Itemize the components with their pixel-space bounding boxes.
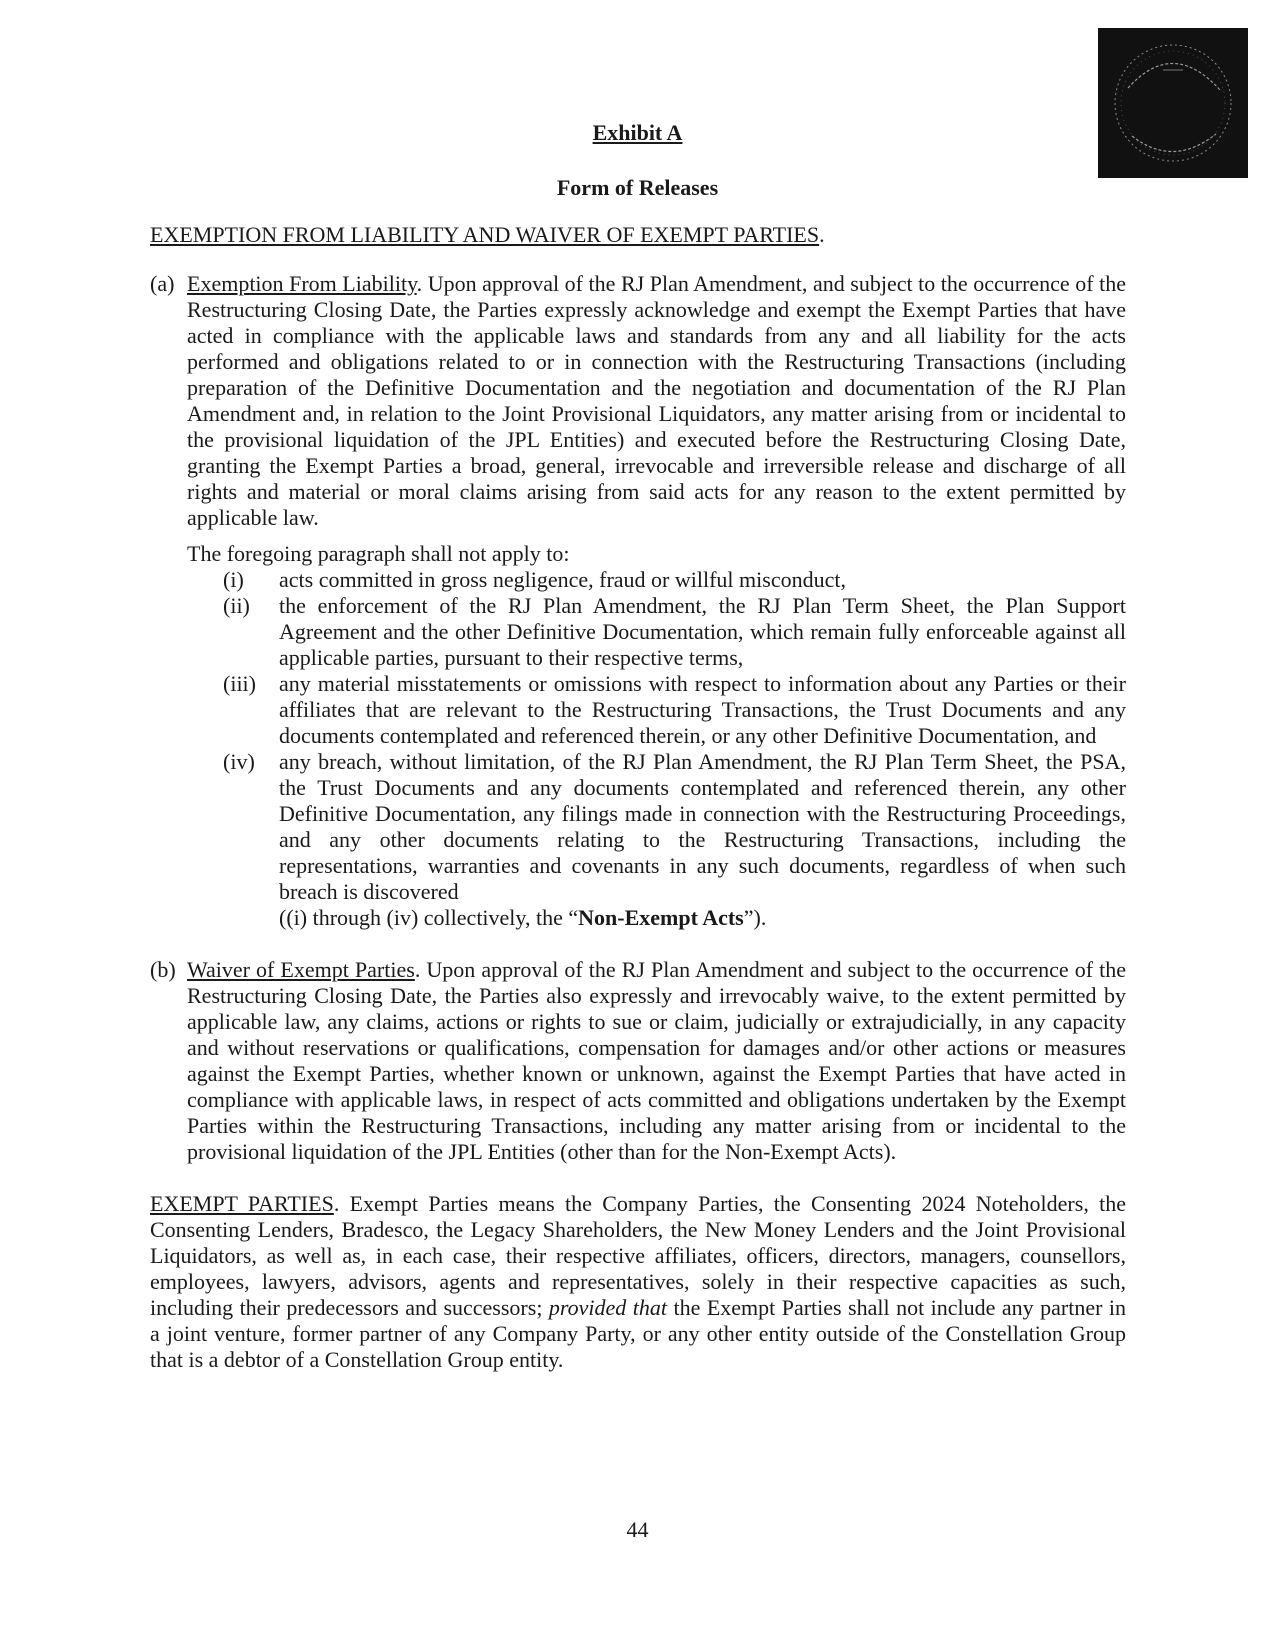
clause-a-heading: Exemption From Liability	[187, 271, 417, 296]
exclusion-item	[223, 749, 1126, 905]
seal-graphic	[1098, 28, 1248, 178]
defined-term-non-exempt-acts: Non-Exempt Acts	[578, 905, 744, 930]
page-number: 44	[626, 1517, 649, 1542]
clause-b-text: . Upon approval of the RJ Plan Amendment and subject to the occurrence of the Restructuring Closing Date, the Parties also expressly and irrevocably waive, to the extent permitted by applicable law, any claims, actions or rights to sue or claim, judicially or extrajudicially, in any capacity and without reservations or qualifications, compensation for damages and/or other actions or measures against the Exempt Parties, whether known or unknown, against the Exempt Parties that have acted in compliance with applicable laws, in respect of acts committed and obligations undertaken by the Exempt Parties within the Restructuring Transactions, including any matter arising from or incidental to the provisional liquidation of the JPL Entities (other than for the Non-Exempt Acts).	[187, 957, 1126, 1164]
exclusion-text: any breach, without limitation, of the RJ Plan Amendment, the RJ Plan Term Sheet, the PSA, the Trust Documents and any documents contemplated and referenced therein, any other Definitive Documentation, any filings made in connection with the Restructuring Proceedings, and any other documents relating to the Restructuring Transactions, including the representations, warranties and covenants in any such documents, regardless of when such breach is discovered	[279, 749, 1126, 904]
exclusion-numeral: (i)	[223, 567, 244, 592]
exclusion-item	[223, 593, 1126, 671]
exclusion-numeral: (iii)	[223, 671, 256, 696]
definition-proviso: provided that	[548, 1295, 667, 1320]
clause-b-paragraph	[187, 957, 1126, 1165]
exclusions-intro: The foregoing paragraph shall not apply to:	[187, 541, 570, 566]
clause-a-marker: (a)	[150, 271, 175, 296]
clause-a-paragraph	[187, 271, 1126, 531]
exclusion-item	[223, 671, 1126, 749]
definition-text-1: . Exempt Parties means the Company Parties, the Consenting 2024 Noteholders, the Consenting Lenders, Bradesco, the Legacy Shareholders, the New Money Lenders and the Joint Provisional Liquidators, as well as, in each case, their respective affiliates, officers, directors, managers, counsellors, employees, lawyers, advisors, agents and representatives, solely in their respective capacities as such, including their predecessors and successors;	[150, 1191, 1126, 1320]
exclusion-text: acts committed in gross negligence, fraud or willful misconduct,	[279, 567, 846, 592]
clause-b	[150, 957, 1126, 1165]
exclusion-text: any material misstatements or omissions with respect to information about any Parties or their affiliates that are relevant to the Restructuring Transactions, the Trust Documents and any documents contemplated and referenced therein, or any other Definitive Documentation, and	[279, 671, 1126, 748]
clause-b-heading: Waiver of Exempt Parties	[187, 957, 415, 982]
section-heading-period: .	[819, 222, 825, 247]
clause-a-text: . Upon approval of the RJ Plan Amendment, and subject to the occurrence of the Restructuring Closing Date, the Parties expressly acknowledge and exempt the Exempt Parties that have acted in compliance with the applicable laws and standards from any and all liability for the acts performed and obligations related to or in connection with the Restructuring Transactions (including preparation of the Definitive Documentation and the negotiation and documentation of the RJ Plan Amendment and, in relation to the Joint Provisional Liquidators, any matter arising from or incidental to the provisional liquidation of the JPL Entities) and executed before the Restructuring Closing Date, granting the Exempt Parties a broad, general, irrevocable and irreversible release and discharge of all rights and material or moral claims arising from said acts for any reason to the extent permitted by applicable law.	[187, 271, 1126, 530]
form-title: Form of Releases	[556, 175, 719, 200]
document-body	[150, 222, 1126, 1395]
collective-definition	[279, 905, 1126, 931]
section-heading: EXEMPTION FROM LIABILITY AND WAIVER OF EXEMPT PARTIES	[150, 222, 820, 247]
collective-suffix: ”).	[743, 905, 767, 930]
notary-seal-stamp	[1098, 28, 1248, 178]
collective-prefix: ((i) through (iv) collectively, the “	[279, 905, 579, 930]
exclusion-numeral: (iv)	[223, 749, 255, 774]
exclusion-text: the enforcement of the RJ Plan Amendment, the RJ Plan Term Sheet, the Plan Support Agreement and the other Definitive Documentation, which remain fully enforceable against all applicable parties, pursuant to their respective terms,	[279, 593, 1126, 670]
exclusion-numeral: (ii)	[223, 593, 250, 618]
exempt-parties-definition	[150, 1191, 1126, 1373]
definition-heading: EXEMPT PARTIES	[150, 1191, 334, 1216]
clause-b-marker: (b)	[150, 957, 176, 982]
section-heading-line	[150, 222, 1126, 248]
exclusions-list	[223, 567, 1126, 905]
exclusion-item	[223, 567, 1126, 593]
clause-a	[150, 271, 1126, 531]
definition-text-2: the Exempt Parties shall not include any partner in a joint venture, former partner of any Company Party, or any other entity outside of the Constellation Group that is a debtor of a Constellation Group entity.	[150, 1295, 1126, 1372]
exhibit-title: Exhibit A	[592, 120, 683, 145]
